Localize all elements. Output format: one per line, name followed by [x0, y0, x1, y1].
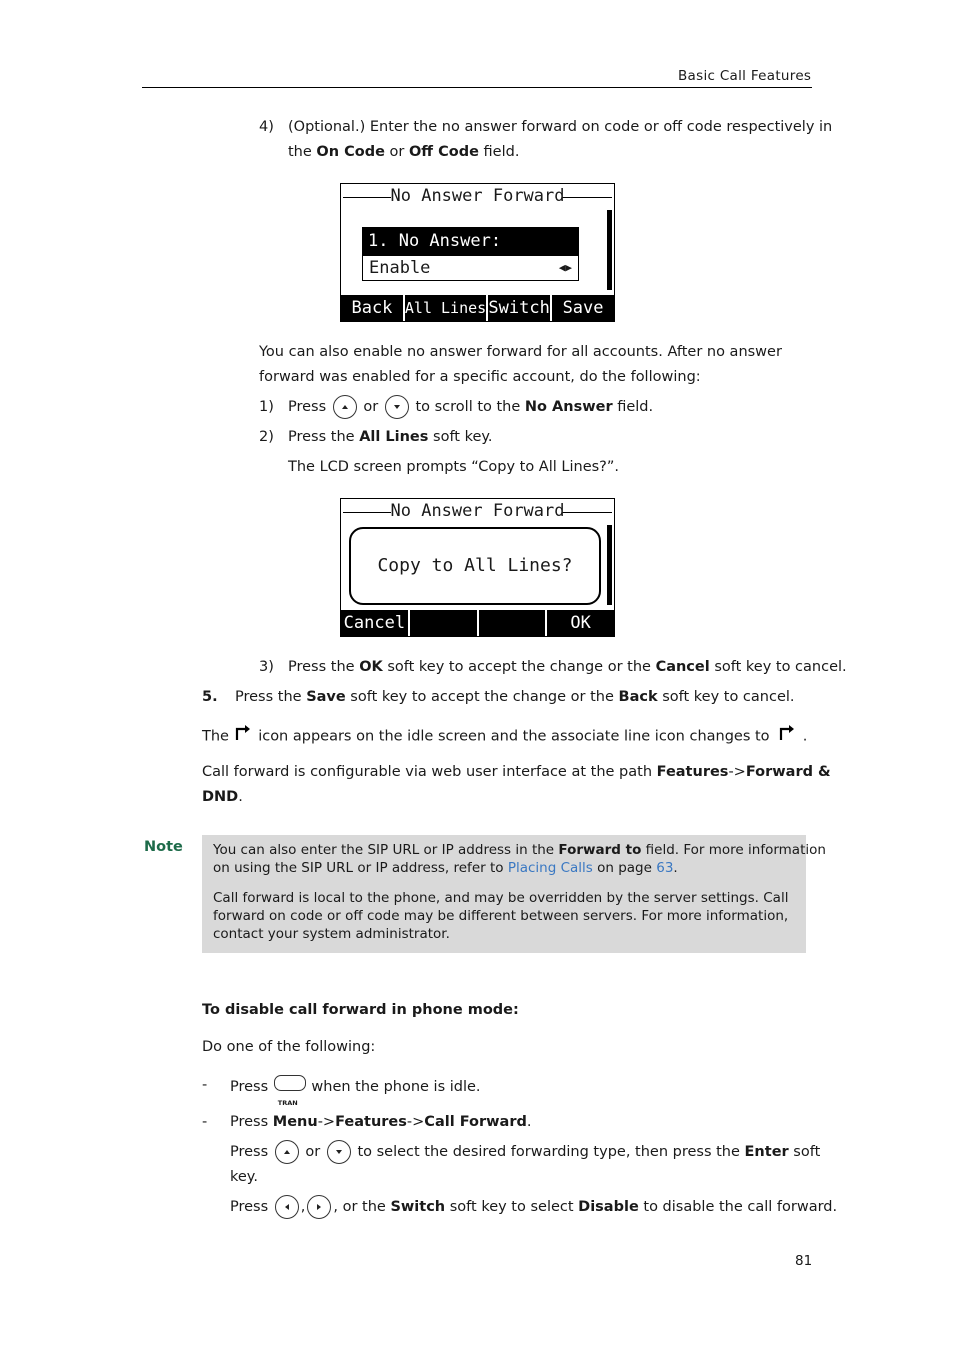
- sub3-text: Press the OK soft key to accept the change or the Cancel soft key to cancel.: [288, 659, 847, 675]
- all-accounts-line2: forward was enabled for a specific account, do the following:: [259, 369, 701, 385]
- lcd-dialog-message: Copy to All Lines?: [377, 555, 573, 576]
- up-key-icon: [275, 1140, 299, 1164]
- running-header: Basic Call Features: [678, 68, 812, 84]
- sub3-number: 3): [259, 659, 274, 675]
- lcd-value-field: Enable ◀▶: [362, 255, 579, 281]
- placing-calls-link[interactable]: Placing Calls: [507, 860, 593, 876]
- softkey-cancel[interactable]: Cancel: [343, 613, 406, 633]
- lcd-title: No Answer Forward: [390, 186, 565, 206]
- disable-intro: Do one of the following:: [202, 1039, 376, 1055]
- disable-heading: To disable call forward in phone mode:: [202, 1002, 519, 1018]
- off-code-term: Off Code: [408, 144, 479, 160]
- note-p2-line2: forward on code or off code may be different between servers. For more information,: [213, 908, 789, 924]
- step4-number: 4): [259, 119, 274, 135]
- step5-number: 5.: [202, 689, 218, 705]
- page-63-link[interactable]: 63: [656, 860, 674, 876]
- sub1-number: 1): [259, 399, 274, 415]
- item1-dash: -: [202, 1077, 208, 1093]
- lcd-dialog: [349, 527, 601, 605]
- softkey-save[interactable]: Save: [550, 295, 614, 321]
- select-line2: key.: [230, 1169, 258, 1185]
- note-box: [202, 835, 826, 953]
- softkey-empty-3: [477, 610, 546, 636]
- sub1-text: Press or to scroll to the No Answer field.: [288, 395, 653, 420]
- sub2-number: 2): [259, 429, 274, 445]
- web-path-line1: Call forward is configurable via web user interface at the path Features->Forward &: [202, 764, 831, 780]
- note-p1-line1: You can also enter the SIP URL or IP address in the Forward to field. For more information: [213, 842, 826, 858]
- lcd-selected-row: 1. No Answer:: [362, 227, 579, 255]
- softkey-all-lines[interactable]: All Lines: [403, 295, 486, 321]
- up-key-icon: [333, 395, 357, 419]
- cancel-term: Cancel: [655, 659, 710, 675]
- left-key-icon: [275, 1195, 299, 1219]
- lcd-title: No Answer Forward: [390, 501, 565, 521]
- lcd-softkey-bar: [341, 610, 614, 636]
- item2-dash: -: [202, 1114, 208, 1130]
- save-term: Save: [306, 689, 346, 705]
- call-forward-icon: [234, 723, 254, 750]
- back-term: Back: [618, 689, 658, 705]
- softkey-empty-2: [408, 610, 477, 636]
- sub2-prompt: The LCD screen prompts “Copy to All Lines?”.: [288, 459, 619, 475]
- web-path-line2: DND.: [202, 789, 243, 805]
- note-p2-line1: Call forward is local to the phone, and may be overridden by the server settings. Call: [213, 890, 789, 906]
- ok-term: OK: [359, 659, 383, 675]
- page-number: 81: [795, 1253, 813, 1269]
- icon-line: The icon appears on the idle screen and the associate line icon changes to .: [202, 723, 807, 750]
- lcd-screen-copy-prompt: [340, 498, 615, 637]
- no-answer-term: No Answer: [524, 399, 613, 415]
- select-line1: Press or to select the desired forwarding type, then press the Enter soft: [230, 1140, 820, 1165]
- lcd-screen-no-answer-forward: [340, 183, 615, 322]
- item1-text: Press TRAN when the phone is idle.: [230, 1073, 481, 1101]
- lcd-scrollbar: [607, 210, 612, 290]
- softkey-ok[interactable]: OK: [545, 610, 614, 636]
- lcd-softkey-bar: [341, 295, 614, 321]
- item2-text: Press Menu->Features->Call Forward.: [230, 1114, 532, 1130]
- note-p2-line3: contact your system administrator.: [213, 926, 450, 942]
- softkey-switch[interactable]: Switch: [486, 295, 550, 321]
- note-p1-line2: on using the SIP URL or IP address, refer to Placing Calls on page 63.: [213, 860, 678, 876]
- note-label: Note: [144, 839, 183, 855]
- softkey-back[interactable]: Back: [351, 298, 393, 318]
- step4-line2: the On Code or Off Code field.: [288, 144, 520, 160]
- down-key-icon: [327, 1140, 351, 1164]
- switch-line: Press , , or the Switch soft key to select Disable to disable the call forward.: [230, 1195, 837, 1220]
- tran-key-icon: TRAN: [273, 1073, 307, 1101]
- step5-text: Press the Save soft key to accept the change or the Back soft key to cancel.: [235, 689, 795, 705]
- step4-line1: (Optional.) Enter the no answer forward on code or off code respectively in: [288, 119, 833, 135]
- header-rule: [142, 87, 812, 88]
- right-key-icon: [307, 1195, 331, 1219]
- all-lines-term: All Lines: [359, 429, 429, 445]
- down-key-icon: [385, 395, 409, 419]
- all-accounts-line1: You can also enable no answer forward for all accounts. After no answer: [259, 344, 782, 360]
- lcd-scrollbar: [607, 525, 612, 605]
- line-forward-icon: [778, 723, 798, 750]
- on-code-term: On Code: [316, 144, 385, 160]
- sub2-text: Press the All Lines soft key.: [288, 429, 493, 445]
- left-right-arrows-icon: ◀▶: [558, 261, 572, 274]
